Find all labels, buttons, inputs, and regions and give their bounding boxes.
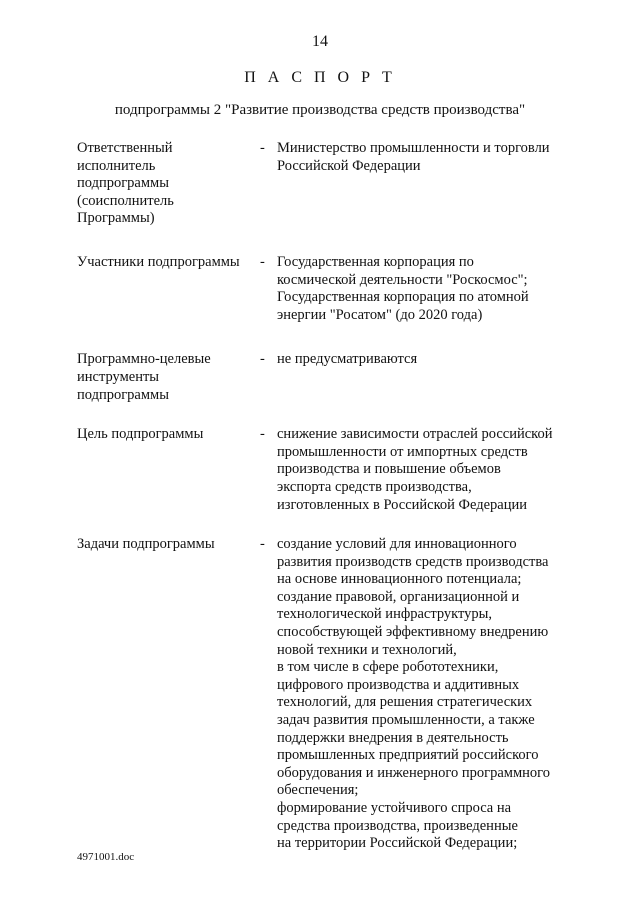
value-line: технологической инфраструктуры,	[277, 606, 493, 623]
value-line: оборудования и инженерного программного	[277, 764, 550, 781]
value-line: технологий, для решения стратегических	[277, 694, 533, 711]
row-dash: -	[260, 351, 265, 368]
label-line: (соисполнитель	[77, 192, 174, 209]
passport-row-goal	[77, 426, 577, 514]
value-line: производства и повышение объемов	[277, 461, 501, 478]
value-line: космической деятельности "Роскосмос";	[277, 271, 528, 288]
value-line: экспорта средств производства,	[277, 478, 472, 495]
value-line: промышленных предприятий российского	[277, 747, 539, 764]
label-line: Цель подпрограммы	[77, 426, 204, 443]
value-line: в том числе в сфере робототехники,	[277, 659, 499, 676]
passport-row-program-tools	[77, 351, 577, 404]
value-line: средства производства, произведенные	[277, 817, 518, 834]
value-line: Государственная корпорация по атомной	[277, 289, 529, 306]
label-line: Программно-целевые	[77, 351, 211, 368]
value-line: формирование устойчивого спроса на	[277, 800, 512, 816]
value-line: способствующей эффективному внедрению	[277, 624, 549, 641]
page-number: 14	[312, 33, 328, 50]
document-title: П А С П О Р Т	[244, 69, 396, 86]
row-value	[277, 140, 577, 175]
row-label	[77, 254, 260, 272]
label-line: исполнитель	[77, 157, 156, 174]
passport-table	[77, 140, 577, 853]
value-line: поддержки внедрения в деятельность	[277, 729, 509, 746]
value-line: энергии "Росатом" (до 2020 года)	[277, 306, 483, 323]
value-line: не предусматриваются	[277, 351, 418, 368]
value-line: новой техники и технологий,	[277, 641, 457, 658]
value-line: на территории Российской Федерации;	[277, 835, 518, 852]
passport-row-tasks	[77, 536, 577, 853]
value-line: создание условий для инновационного	[277, 536, 517, 553]
row-value	[277, 426, 577, 514]
label-line: подпрограммы	[77, 386, 169, 403]
value-line: развития производств средств производства	[277, 553, 549, 570]
row-dash: -	[260, 253, 265, 270]
row-value	[277, 536, 577, 853]
label-line: Программы)	[77, 210, 155, 227]
passport-row-participants	[77, 254, 577, 324]
label-line: Участники подпрограммы	[77, 253, 240, 270]
value-line: задач развития промышленности, а также	[277, 712, 535, 729]
value-line: создание правовой, организационной и	[277, 588, 520, 605]
passport-row-responsible-executor	[77, 140, 577, 228]
label-line: Ответственный	[77, 140, 173, 156]
label-line: Задачи подпрограммы	[77, 536, 215, 553]
row-label	[77, 426, 260, 444]
value-line: снижение зависимости отраслей российской	[277, 426, 553, 443]
row-label	[77, 536, 260, 554]
document-subtitle: подпрограммы 2 "Развитие производства средств производства"	[114, 102, 526, 118]
value-line: Министерство промышленности и торговли	[277, 140, 550, 156]
value-line: на основе инновационного потенциала;	[277, 571, 522, 588]
row-dash: -	[260, 536, 265, 553]
row-dash: -	[260, 426, 265, 443]
value-line: Государственная корпорация по	[277, 253, 474, 270]
label-line: подпрограммы	[77, 175, 169, 192]
value-line: изготовленных в Российской Федерации	[277, 496, 528, 513]
value-line: Российской Федерации	[277, 157, 421, 174]
row-label	[77, 351, 260, 404]
row-value	[277, 254, 577, 324]
document-file-code: 4971001.doc	[77, 851, 135, 863]
value-line: обеспечения;	[277, 782, 359, 799]
row-dash: -	[260, 140, 265, 156]
row-label	[77, 140, 260, 228]
value-line: цифрового производства и аддитивных	[277, 676, 520, 693]
row-value	[277, 351, 577, 369]
label-line: инструменты	[77, 368, 160, 385]
value-line: промышленности от импортных средств	[277, 443, 528, 460]
